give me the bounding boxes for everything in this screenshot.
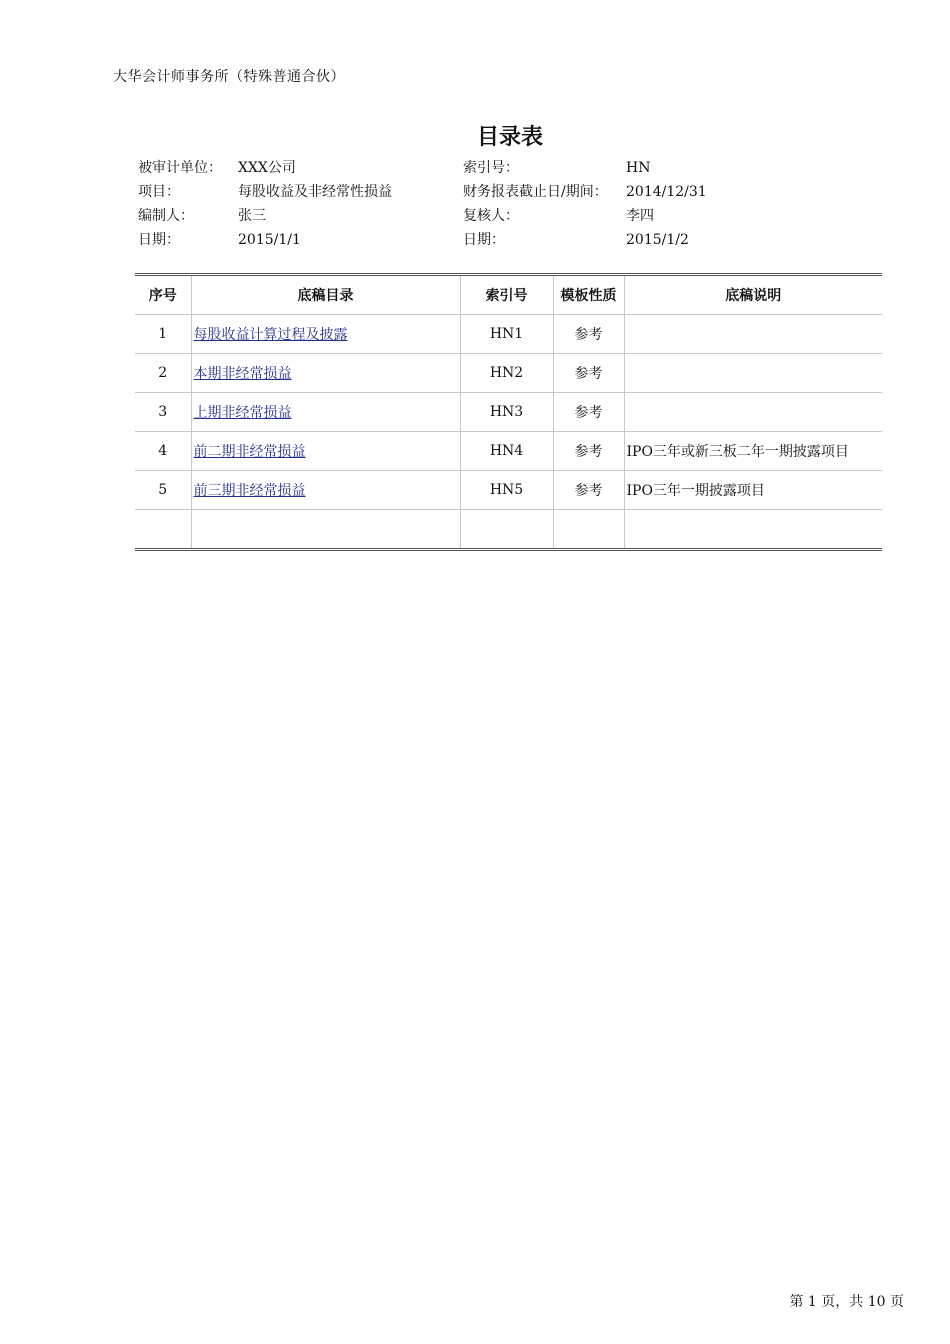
row-nature: 参考 bbox=[553, 471, 624, 510]
table-row bbox=[135, 393, 882, 432]
page-title: 目录表 bbox=[476, 125, 543, 150]
row-index: HN4 bbox=[460, 432, 553, 471]
project-label: 项目： bbox=[138, 184, 180, 200]
empty-cell bbox=[135, 510, 191, 550]
date-label: 日期： bbox=[138, 232, 180, 248]
index-label: 索引号： bbox=[463, 160, 519, 176]
row-title-cell bbox=[191, 393, 460, 432]
row-no: 1 bbox=[135, 315, 191, 354]
row-title-cell bbox=[191, 315, 460, 354]
row-note: IPO三年或新三板二年一期披露项目 bbox=[624, 432, 882, 471]
row-nature: 参考 bbox=[553, 354, 624, 393]
date-value: 2015/1/1 bbox=[238, 232, 301, 248]
row-nature: 参考 bbox=[553, 393, 624, 432]
table-row bbox=[135, 315, 882, 354]
empty-cell bbox=[460, 510, 553, 550]
col-header-no: 序号 bbox=[135, 275, 191, 315]
row-note: IPO三年一期披露项目 bbox=[624, 471, 882, 510]
reviewer-label: 复核人： bbox=[463, 208, 519, 224]
row-no: 5 bbox=[135, 471, 191, 510]
workpaper-link[interactable]: 本期非经常损益 bbox=[193, 366, 292, 382]
table-header-row bbox=[135, 275, 882, 315]
workpaper-link[interactable]: 前二期非经常损益 bbox=[193, 444, 306, 460]
col-header-index: 索引号 bbox=[460, 275, 553, 315]
preparer-label: 编制人： bbox=[138, 208, 194, 224]
review-date-label: 日期： bbox=[463, 232, 505, 248]
auditee-label: 被审计单位： bbox=[138, 160, 222, 176]
workpaper-link[interactable]: 每股收益计算过程及披露 bbox=[193, 327, 348, 343]
period-label: 财务报表截止日/期间： bbox=[463, 184, 608, 200]
project-value: 每股收益及非经常性损益 bbox=[238, 184, 392, 200]
table-row-empty bbox=[135, 510, 882, 550]
row-note bbox=[624, 315, 882, 354]
empty-cell bbox=[191, 510, 460, 550]
row-index: HN2 bbox=[460, 354, 553, 393]
row-note bbox=[624, 354, 882, 393]
index-value: HN bbox=[626, 160, 651, 176]
col-header-nature: 模板性质 bbox=[553, 275, 624, 315]
row-title-cell bbox=[191, 354, 460, 393]
col-header-title: 底稿目录 bbox=[191, 275, 460, 315]
row-nature: 参考 bbox=[553, 432, 624, 471]
review-date-value: 2015/1/2 bbox=[626, 232, 689, 248]
workpaper-link[interactable]: 上期非经常损益 bbox=[193, 405, 292, 421]
catalog-table bbox=[135, 273, 882, 551]
empty-cell bbox=[553, 510, 624, 550]
period-value: 2014/12/31 bbox=[626, 184, 707, 200]
row-index: HN5 bbox=[460, 471, 553, 510]
table-row bbox=[135, 354, 882, 393]
row-index: HN1 bbox=[460, 315, 553, 354]
row-title-cell bbox=[191, 432, 460, 471]
table-row bbox=[135, 471, 882, 510]
row-no: 4 bbox=[135, 432, 191, 471]
page-number: 第 1 页，共 10 页 bbox=[789, 1294, 904, 1310]
row-note bbox=[624, 393, 882, 432]
catalog-table-wrapper bbox=[135, 273, 882, 551]
row-title-cell bbox=[191, 471, 460, 510]
auditee-value: XXX公司 bbox=[238, 160, 296, 176]
row-no: 3 bbox=[135, 393, 191, 432]
reviewer-value: 李四 bbox=[626, 208, 654, 224]
workpaper-link[interactable]: 前三期非经常损益 bbox=[193, 483, 306, 499]
preparer-value: 张三 bbox=[238, 208, 266, 224]
firm-name: 大华会计师事务所（特殊普通合伙） bbox=[113, 69, 345, 85]
row-index: HN3 bbox=[460, 393, 553, 432]
col-header-note: 底稿说明 bbox=[624, 275, 882, 315]
row-nature: 参考 bbox=[553, 315, 624, 354]
empty-cell bbox=[624, 510, 882, 550]
table-row bbox=[135, 432, 882, 471]
row-no: 2 bbox=[135, 354, 191, 393]
